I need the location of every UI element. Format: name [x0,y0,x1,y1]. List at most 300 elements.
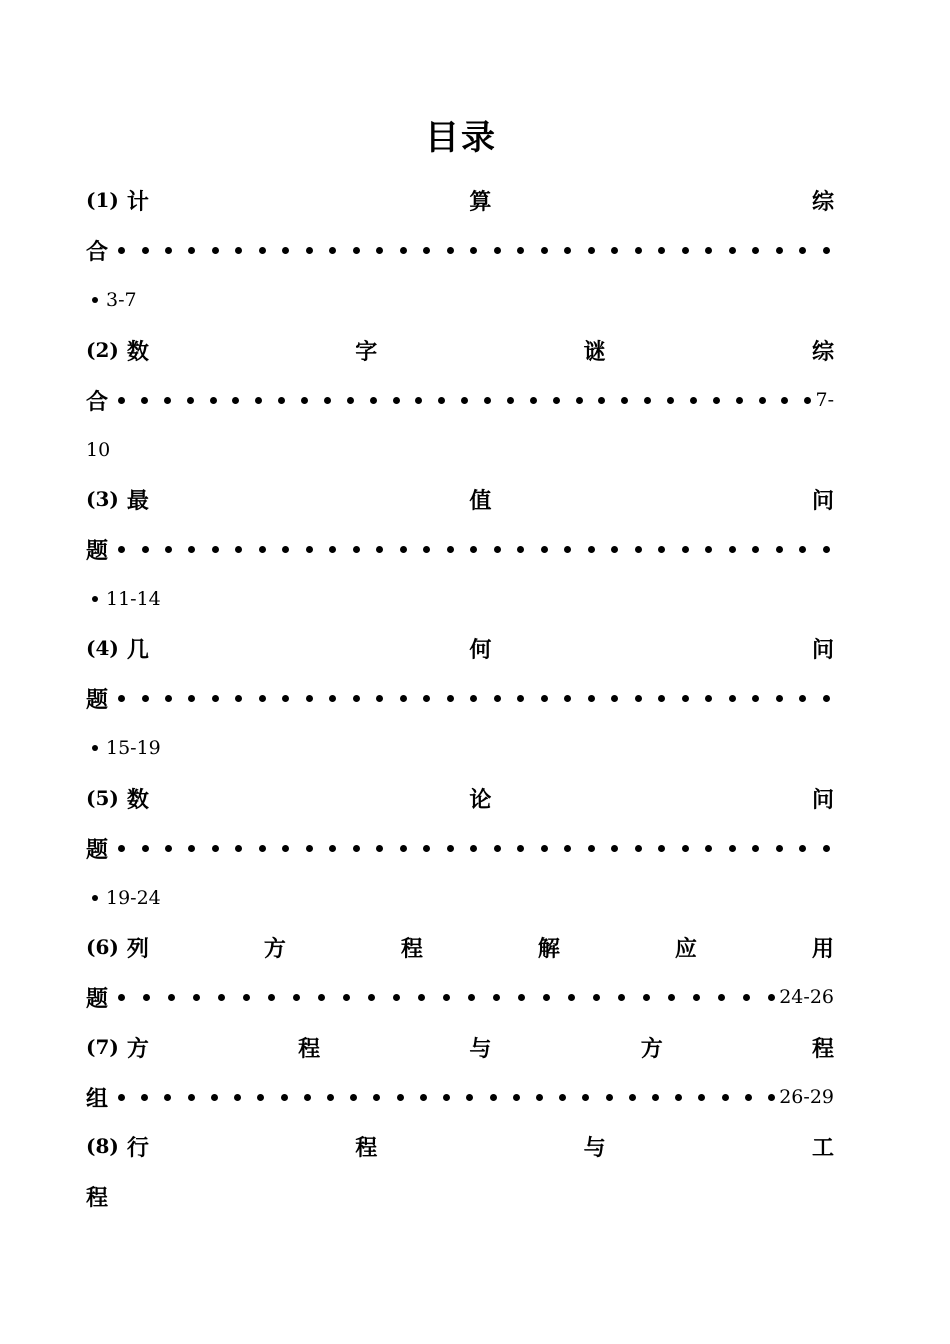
leader-dot [668,994,675,1001]
toc-entry-number: (6) [86,935,119,959]
toc-heading-char: 最 [126,488,149,514]
leader-dot [142,695,149,702]
leader-dot [142,546,149,553]
toc-heading-char: 值 [469,488,492,514]
dot-leader [108,845,834,852]
leader-dot [776,546,783,553]
leader-dot [143,994,150,1001]
leader-dot [415,397,422,404]
leader-dot [468,994,475,1001]
leader-dot [423,546,430,553]
leader-dot [210,397,217,404]
leader-dot [494,845,501,852]
leader-dot [142,247,149,254]
leader-dot [768,994,775,1001]
leader-dot [92,596,98,602]
toc-entry-number: (7) [86,1035,119,1059]
toc-page-line [92,730,161,766]
leader-dot [513,1094,520,1101]
leader-dot [823,845,830,852]
toc-entry-head [86,1131,149,1162]
leader-dot [606,1094,613,1101]
leader-dot [188,546,195,553]
leader-dot [301,397,308,404]
leader-dot [293,994,300,1001]
leader-dot [278,397,285,404]
toc-last-char: 题 [86,837,109,863]
leader-dot [611,546,618,553]
leader-dot [259,247,266,254]
leader-dot [823,695,830,702]
toc-heading-char: 程 [400,936,423,962]
toc-page-line [86,432,110,468]
toc-entry-head [86,335,149,366]
toc-last-char: 合 [86,239,109,265]
leader-dot [165,247,172,254]
leader-dot [713,397,720,404]
leader-dot [324,397,331,404]
toc-entry-heading[interactable] [86,182,834,218]
leader-dot [530,397,537,404]
leader-dot [118,695,125,702]
leader-dot [776,845,783,852]
toc-heading-char: 程 [355,1135,378,1161]
toc-heading-char: 列 [126,936,149,962]
toc-heading-char: 问 [811,787,834,813]
leader-dot [743,994,750,1001]
toc-page-line [92,282,137,318]
leader-dot [329,845,336,852]
leader-dot [281,1094,288,1101]
toc-entry-heading[interactable] [86,1128,834,1164]
leader-dot [165,695,172,702]
leader-dot [447,247,454,254]
leader-dot [306,247,313,254]
leader-dot [282,546,289,553]
leader-dot [564,845,571,852]
leader-dot [644,397,651,404]
dot-leader [108,397,815,404]
leader-dot [752,695,759,702]
leader-dot [494,247,501,254]
leader-dot [736,397,743,404]
toc-entry-number: (8) [86,1134,119,1158]
leader-dot [494,695,501,702]
leader-dot [635,546,642,553]
leader-dot [541,546,548,553]
toc-entry-leader-line[interactable] [86,382,834,418]
leader-dot [92,745,98,751]
toc-entry-head [86,185,149,216]
toc-heading-char: 应 [674,936,697,962]
toc-page-line [92,880,161,916]
leader-dot [667,397,674,404]
leader-dot [682,695,689,702]
toc-entry-leader-line[interactable] [86,680,834,716]
toc-last-char: 题 [86,986,109,1012]
leader-dot [447,695,454,702]
leader-dot [400,247,407,254]
toc-last-char: 组 [86,1086,109,1112]
leader-dot [675,1094,682,1101]
leader-dot [494,546,501,553]
toc-heading-char: 方 [640,1036,663,1062]
leader-dot [768,1094,775,1101]
dot-leader [108,546,834,553]
toc-page-range: 11-14 [106,588,161,610]
leader-dot [536,1094,543,1101]
leader-dot [799,845,806,852]
toc-entry-number: (4) [86,636,119,660]
leader-dot [447,845,454,852]
leader-dot [682,247,689,254]
toc-heading-char: 用 [811,936,834,962]
leader-dot [799,695,806,702]
toc-heading-char: 行 [126,1135,149,1161]
leader-dot [164,397,171,404]
toc-last-char: 程 [86,1185,109,1211]
leader-dot [353,546,360,553]
leader-dot [306,546,313,553]
leader-dot [353,247,360,254]
toc-last-char: 题 [86,687,109,713]
leader-dot [376,247,383,254]
leader-dot [259,546,266,553]
toc-entry-head [86,484,149,515]
leader-dot [470,695,477,702]
toc-entry-head [86,633,149,664]
leader-dot [776,247,783,254]
leader-dot [635,695,642,702]
leader-dot [705,845,712,852]
leader-dot [343,994,350,1001]
leader-dot [282,247,289,254]
leader-dot [306,845,313,852]
leader-dot [235,695,242,702]
leader-dot [329,546,336,553]
leader-dot [729,546,736,553]
leader-dot [235,247,242,254]
leader-dot [507,397,514,404]
leader-dot [541,247,548,254]
leader-dot [188,1094,195,1101]
toc-entry-leader-line[interactable] [86,979,834,1015]
leader-dot [493,994,500,1001]
leader-dot [212,247,219,254]
leader-dot [443,994,450,1001]
leader-dot [490,1094,497,1101]
leader-dot [635,845,642,852]
dot-leader [108,695,834,702]
leader-dot [187,397,194,404]
leader-dot [141,1094,148,1101]
toc-heading-char: 何 [469,637,492,663]
toc-heading-char: 程 [298,1036,321,1062]
leader-dot [243,994,250,1001]
leader-dot [759,397,766,404]
leader-dot [282,695,289,702]
leader-dot [353,845,360,852]
leader-dot [329,247,336,254]
leader-dot [559,1094,566,1101]
leader-dot [118,994,125,1001]
leader-dot [193,994,200,1001]
leader-dot [698,1094,705,1101]
leader-dot [470,247,477,254]
leader-dot [799,546,806,553]
leader-dot [658,695,665,702]
leader-dot [188,247,195,254]
toc-heading-char: 综 [811,189,834,215]
toc-heading-char: 与 [583,1135,606,1161]
toc-entry-number: (5) [86,786,119,810]
leader-dot [376,845,383,852]
leader-dot [141,397,148,404]
leader-dot [652,1094,659,1101]
leader-dot [211,1094,218,1101]
toc-heading-char: 问 [811,488,834,514]
toc-page-range: 3-7 [106,289,137,311]
dot-leader [108,994,779,1001]
leader-dot [443,1094,450,1101]
leader-dot [718,994,725,1001]
toc-heading-char: 综 [811,339,834,365]
leader-dot [484,397,491,404]
toc-page-line [92,581,161,617]
leader-dot [118,1094,125,1101]
leader-dot [729,247,736,254]
leader-dot [470,546,477,553]
leader-dot [823,546,830,553]
leader-dot [234,1094,241,1101]
toc-heading-char: 算 [469,189,492,215]
leader-dot [588,695,595,702]
leader-dot [400,845,407,852]
toc-entry-heading[interactable] [86,332,834,368]
toc-page-range: 24-26 [779,986,834,1008]
toc-heading-char: 字 [355,339,378,365]
leader-dot [461,397,468,404]
leader-dot [318,994,325,1001]
leader-dot [368,994,375,1001]
leader-dot [568,994,575,1001]
toc-entry-leader-line[interactable] [86,232,834,268]
leader-dot [168,994,175,1001]
leader-dot [705,247,712,254]
leader-dot [466,1094,473,1101]
leader-dot [259,845,266,852]
leader-dot [235,546,242,553]
leader-dot [799,247,806,254]
leader-dot [418,994,425,1001]
leader-dot [257,1094,264,1101]
toc-entry-heading[interactable] [86,929,834,965]
toc-heading-char: 方 [263,936,286,962]
toc-page-range-start: 7- [815,389,834,411]
leader-dot [164,1094,171,1101]
toc-entry-leader-line[interactable] [86,1178,834,1214]
leader-dot [470,845,477,852]
leader-dot [447,546,454,553]
leader-dot [690,397,697,404]
leader-dot [598,397,605,404]
leader-dot [618,994,625,1001]
leader-dot [588,845,595,852]
toc-entry-number: (1) [86,188,119,212]
leader-dot [393,994,400,1001]
leader-dot [658,247,665,254]
leader-dot [776,695,783,702]
leader-dot [611,695,618,702]
toc-entry-head [86,1032,149,1063]
leader-dot [564,546,571,553]
leader-dot [621,397,628,404]
page-title: 目录 [425,118,497,158]
leader-dot [682,546,689,553]
leader-dot [376,695,383,702]
leader-dot [188,695,195,702]
leader-dot [705,695,712,702]
leader-dot [541,695,548,702]
toc-heading-char: 论 [469,787,492,813]
leader-dot [517,546,524,553]
toc-entry-number: (3) [86,487,119,511]
toc-entry-head [86,783,149,814]
leader-dot [304,1094,311,1101]
toc-entry-heading[interactable] [86,780,834,816]
leader-dot [188,845,195,852]
leader-dot [543,994,550,1001]
leader-dot [588,247,595,254]
leader-dot [118,845,125,852]
leader-dot [611,247,618,254]
toc-heading-char: 与 [469,1036,492,1062]
leader-dot [729,845,736,852]
leader-dot [438,397,445,404]
toc-page-range: 26-29 [779,1086,834,1108]
leader-dot [517,247,524,254]
toc-heading-char: 程 [811,1036,834,1062]
leader-dot [658,546,665,553]
toc-page-range-end: 10 [86,439,111,461]
toc-entry-leader-line[interactable] [86,1079,834,1115]
leader-dot [517,845,524,852]
leader-dot [752,845,759,852]
dot-leader [108,1094,779,1101]
leader-dot [593,994,600,1001]
leader-dot [165,845,172,852]
leader-dot [118,546,125,553]
leader-dot [118,247,125,254]
dot-leader [108,247,834,254]
leader-dot [781,397,788,404]
leader-dot [306,695,313,702]
leader-dot [350,1094,357,1101]
leader-dot [268,994,275,1001]
toc-entry-number: (2) [86,338,119,362]
leader-dot [804,397,811,404]
leader-dot [370,397,377,404]
toc-entry-leader-line[interactable] [86,830,834,866]
toc-entry-heading[interactable] [86,630,834,666]
leader-dot [400,695,407,702]
toc-heading-char: 解 [537,936,560,962]
leader-dot [92,297,98,303]
leader-dot [329,695,336,702]
leader-dot [232,397,239,404]
leader-dot [376,546,383,553]
leader-dot [423,695,430,702]
leader-dot [400,546,407,553]
leader-dot [118,397,125,404]
leader-dot [823,247,830,254]
leader-dot [705,546,712,553]
leader-dot [423,247,430,254]
leader-dot [142,845,149,852]
toc-entry-head [86,932,149,963]
leader-dot [517,695,524,702]
leader-dot [611,845,618,852]
leader-dot [745,1094,752,1101]
leader-dot [353,695,360,702]
leader-dot [420,1094,427,1101]
leader-dot [629,1094,636,1101]
toc-heading-char: 谜 [583,339,606,365]
leader-dot [752,247,759,254]
leader-dot [635,247,642,254]
toc-heading-char: 数 [126,339,149,365]
leader-dot [373,1094,380,1101]
leader-dot [259,695,266,702]
leader-dot [682,845,689,852]
leader-dot [693,994,700,1001]
leader-dot [752,546,759,553]
leader-dot [423,845,430,852]
toc-heading-char: 计 [126,189,149,215]
toc-heading-char: 工 [811,1135,834,1161]
leader-dot [327,1094,334,1101]
leader-dot [393,397,400,404]
leader-dot [588,546,595,553]
toc-heading-char: 几 [126,637,149,663]
leader-dot [212,845,219,852]
leader-dot [553,397,560,404]
leader-dot [218,994,225,1001]
leader-dot [212,695,219,702]
leader-dot [255,397,262,404]
toc-heading-char: 问 [811,637,834,663]
leader-dot [397,1094,404,1101]
toc-page-range: 15-19 [106,737,161,759]
leader-dot [722,1094,729,1101]
leader-dot [564,247,571,254]
leader-dot [658,845,665,852]
toc-last-char: 题 [86,538,109,564]
leader-dot [92,895,98,901]
toc-page-range: 19-24 [106,887,161,909]
leader-dot [347,397,354,404]
leader-dot [235,845,242,852]
leader-dot [576,397,583,404]
leader-dot [165,546,172,553]
toc-entry-heading[interactable] [86,481,834,517]
leader-dot [564,695,571,702]
toc-entry-heading[interactable] [86,1029,834,1065]
toc-heading-char: 数 [126,787,149,813]
leader-dot [282,845,289,852]
leader-dot [541,845,548,852]
toc-entry-leader-line[interactable] [86,531,834,567]
